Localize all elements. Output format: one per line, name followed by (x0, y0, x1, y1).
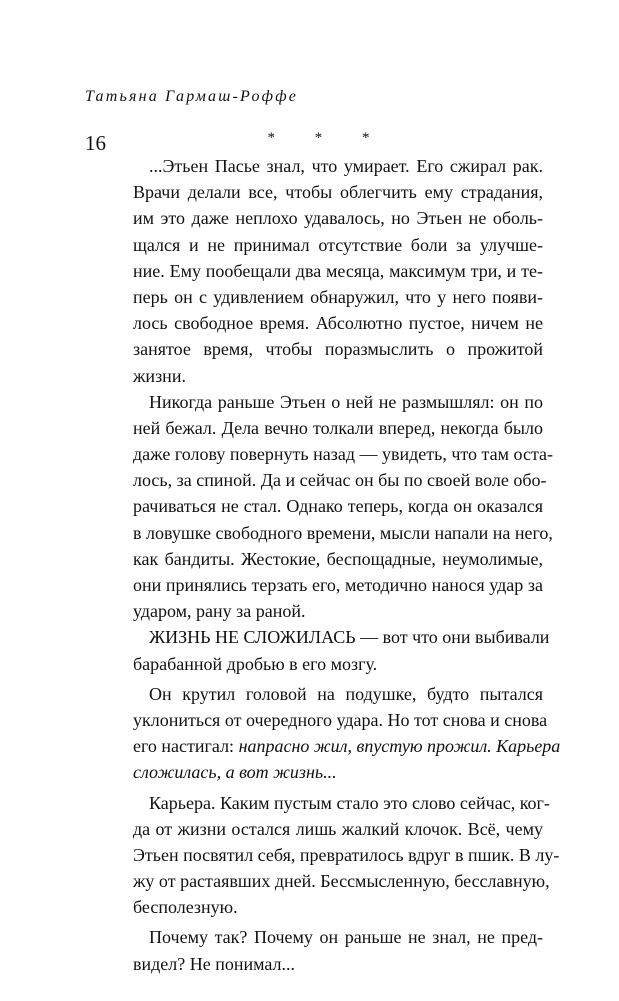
text-line: Почему так? Почему он раньше не знал, не пред- (149, 927, 543, 948)
text-line: да от жизни остался лишь жалкий клочок. Всё, чему (133, 818, 543, 839)
text-line: ней бежал. Дела вечно толкали вперед, некогда было (133, 417, 543, 438)
text-line: даже голову повернуть назад — увидеть, что там оста- (133, 444, 554, 465)
text-line: лось свободное время. Абсолютно пустое, ничем не (133, 313, 543, 334)
text-line: ...Этьен Пасье знал, что умирает. Его сжирал рак. (149, 156, 543, 176)
text-line: видел? Не понимал... (133, 953, 296, 974)
text-line: рачиваться не стал. Однако теперь, когда он оказался (133, 496, 543, 517)
text-line: они принялись терзать его, методично нанося удар за (133, 575, 543, 595)
italic-text-run: напрасно жил, впустую прожил. Карьера (238, 736, 561, 757)
text-line: лось, за спиной. Да и сейчас он бы по своей воле обо- (133, 470, 547, 491)
paragraph-6 (133, 924, 543, 976)
text-line: Карьера. Каким пустым стало это слово сейчас, ког- (149, 792, 550, 813)
paragraph-4 (133, 681, 561, 786)
text-line: уклониться от очередного удара. Но тот снова и снова (133, 709, 548, 730)
paragraph-3 (133, 624, 550, 676)
text-line: им это даже неплохо удавалось, но Этьен не оболь- (133, 208, 543, 229)
text-line: занятое время, чтобы поразмыслить о прожитой (133, 339, 543, 360)
text-line: жу от растаявших дней. Бессмысленную, бесславную, (133, 871, 550, 892)
text-run: его настигал: (133, 736, 239, 757)
text-line: Он крутил головой на подушке, будто пытался (149, 683, 543, 704)
page-number: 16 (85, 131, 106, 155)
text-line: жизни. (133, 365, 186, 386)
paragraph-2 (133, 389, 554, 625)
text-line: перь он с удивлением обнаружил, что у него появи- (133, 286, 543, 307)
text-line: как бандиты. Жестокие, беспощадные, неумолимые, (133, 548, 543, 569)
text-line: барабанной дробью в его мозгу. (133, 653, 378, 674)
text-line: Этьен посвятил себя, превратилось вдруг в пшик. В лу- (133, 844, 560, 865)
text-line: Никогда раньше Этьен о ней не размышлял: он по (149, 391, 543, 412)
text-line (133, 733, 561, 759)
text-line: щался и не принимал отсутствие боли за улучше- (133, 234, 543, 255)
body-text (133, 153, 561, 977)
text-line: ударом, рану за раной. (133, 601, 306, 622)
text-line: ЖИЗНЬ НЕ СЛОЖИЛАСЬ — вот что они выбивали (149, 627, 550, 648)
text-line: ние. Ему пообещали два месяца, максимум три, и те- (133, 260, 543, 281)
running-head: Татьяна Гармаш-Роффе (85, 88, 299, 105)
section-separator: * * * (267, 130, 388, 146)
text-line: Врачи делали все, чтобы облегчить ему страдания, (133, 182, 543, 203)
text-line: в ловушке свободного времени, мысли напали на него, (133, 522, 553, 543)
italic-text-run: сложилась, а вот жизнь... (133, 762, 337, 783)
paragraph-1 (133, 153, 543, 389)
text-line (133, 759, 543, 785)
text-line: бесполезную. (133, 897, 238, 918)
paragraph-5 (133, 790, 560, 921)
